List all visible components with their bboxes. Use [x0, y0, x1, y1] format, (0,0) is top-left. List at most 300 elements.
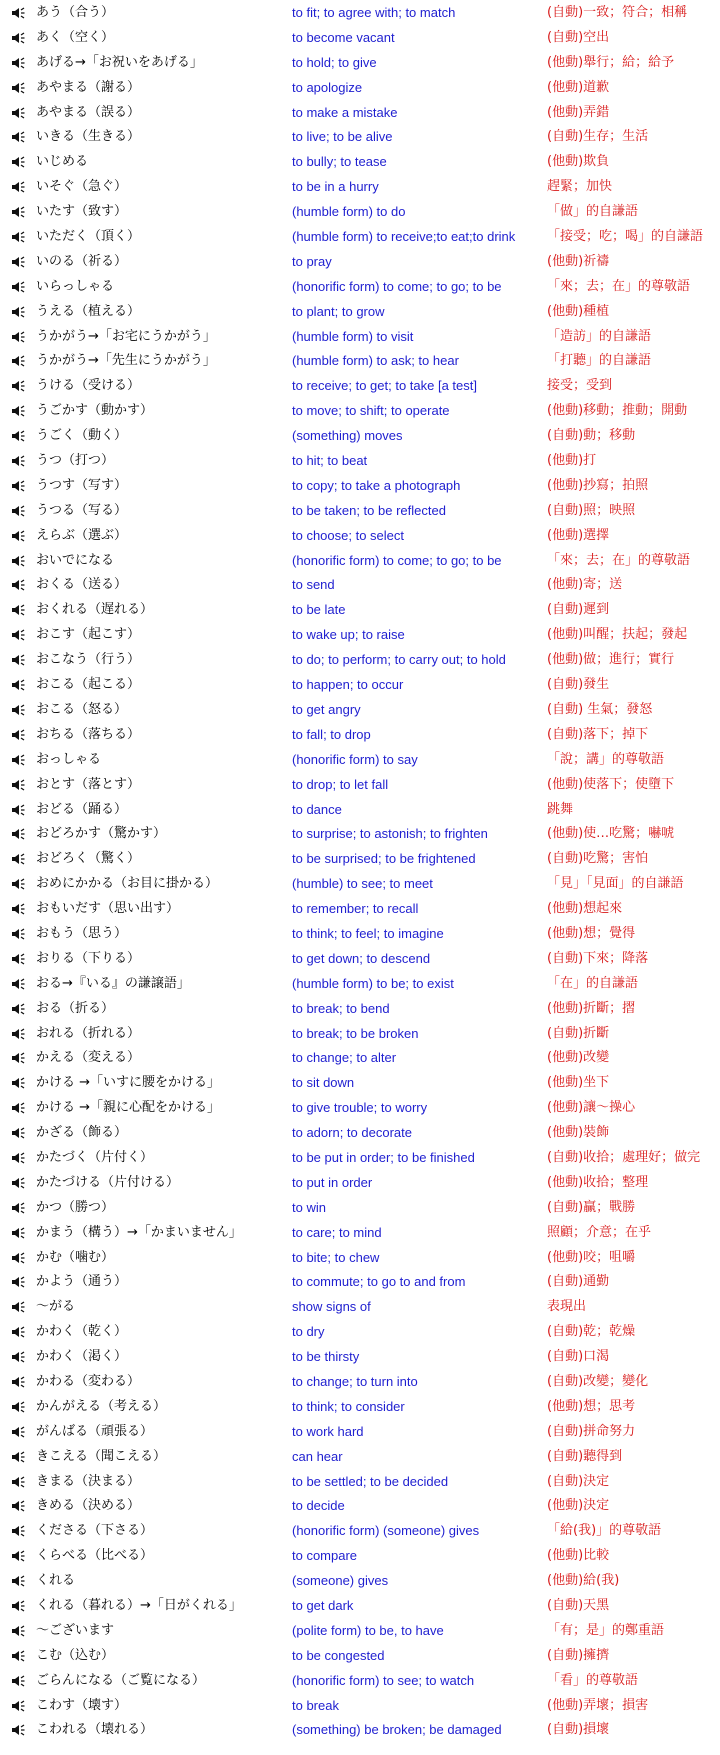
vocab-row: [0, 76, 720, 101]
speaker-icon[interactable]: [11, 1625, 25, 1637]
japanese-word: おどる（踊る）: [36, 801, 128, 817]
japanese-word: おちる（落ちる）: [36, 726, 141, 742]
speaker-icon[interactable]: [11, 1600, 25, 1612]
japanese-word: いきる（生きる）: [36, 129, 141, 145]
vocab-row: [0, 225, 720, 250]
speaker-icon[interactable]: [11, 131, 25, 143]
speaker-icon[interactable]: [11, 306, 25, 318]
japanese-word: おっしゃる: [36, 751, 102, 767]
vocab-row: [0, 1196, 720, 1221]
japanese-word: うつ（打つ）: [36, 453, 115, 469]
english-meaning: to get dark: [292, 1598, 354, 1613]
chinese-meaning: (他動)比較: [547, 1548, 610, 1564]
speaker-icon[interactable]: [11, 804, 25, 816]
english-meaning: (humble form) to ask; to hear: [292, 353, 459, 369]
chinese-meaning: 「來；去；在」的尊敬語: [547, 552, 691, 568]
chinese-meaning: (自動)生存；生活: [547, 129, 649, 145]
speaker-icon[interactable]: [11, 1575, 25, 1587]
japanese-word: きめる（決める）: [36, 1498, 141, 1514]
english-meaning: to become vacant: [292, 29, 395, 45]
english-meaning: to make a mistake: [292, 104, 398, 120]
speaker-icon[interactable]: [11, 903, 25, 915]
chinese-meaning: (自動)拼命努力: [547, 1423, 636, 1439]
english-meaning: to be thirsty: [292, 1349, 360, 1365]
vocab-row: [0, 922, 720, 947]
speaker-icon[interactable]: [11, 978, 25, 990]
vocab-row: [0, 798, 720, 823]
japanese-word: かむ（噛む）: [36, 1249, 115, 1265]
chinese-meaning: (自動)贏；戰勝: [547, 1199, 636, 1215]
japanese-word: あげる→「お祝いをあげる」: [36, 54, 203, 70]
japanese-word: うつる（写る）: [36, 502, 128, 518]
japanese-word: くれる: [36, 1573, 76, 1589]
vocab-row: [0, 1594, 720, 1619]
chinese-meaning: (他動)讓～操心: [547, 1100, 636, 1116]
speaker-icon[interactable]: [11, 729, 25, 741]
vocab-row: [0, 997, 720, 1022]
speaker-icon[interactable]: [11, 1227, 25, 1239]
japanese-word: かえる（変える）: [36, 1050, 141, 1066]
speaker-icon[interactable]: [11, 555, 25, 567]
speaker-icon[interactable]: [11, 107, 25, 119]
english-meaning: to compare: [292, 1548, 358, 1564]
chinese-meaning: (自動)遲到: [547, 602, 610, 618]
japanese-word: かざる（飾る）: [36, 1125, 128, 1141]
japanese-word: ごらんになる（ご覧になる）: [36, 1672, 206, 1688]
speaker-icon[interactable]: [11, 1550, 25, 1562]
speaker-icon[interactable]: [11, 1102, 25, 1114]
chinese-meaning: (自動)空出: [547, 29, 610, 45]
speaker-icon[interactable]: [11, 1401, 25, 1413]
chinese-meaning: (自動)下來；降落: [547, 950, 649, 966]
vocab-row: [0, 175, 720, 200]
japanese-word: かける →「親に心配をかける」: [36, 1100, 221, 1116]
speaker-icon[interactable]: [11, 530, 25, 542]
chinese-meaning: (他動)咬；咀嚼: [547, 1249, 636, 1265]
speaker-icon[interactable]: [11, 1177, 25, 1189]
speaker-icon[interactable]: [11, 828, 25, 840]
speaker-icon[interactable]: [11, 32, 25, 44]
english-meaning: to happen; to occur: [292, 677, 404, 693]
speaker-icon[interactable]: [11, 579, 25, 591]
vocab-row: [0, 449, 720, 474]
chinese-meaning: (他動)道歉: [547, 79, 610, 95]
japanese-word: ～がる: [36, 1299, 76, 1315]
speaker-icon[interactable]: [11, 654, 25, 666]
vocab-row: [0, 1370, 720, 1395]
speaker-icon[interactable]: [11, 1052, 25, 1064]
english-meaning: to sit down: [292, 1075, 355, 1091]
english-meaning: to bully; to tease: [292, 154, 387, 170]
chinese-meaning: (他動)折斷；摺: [547, 1000, 636, 1016]
japanese-word: おこなう（行う）: [36, 652, 141, 668]
vocab-row: [0, 524, 720, 549]
japanese-word: きこえる（聞こえる）: [36, 1448, 167, 1464]
vocab-row: [0, 1420, 720, 1445]
vocab-row: [0, 1096, 720, 1121]
vocab-row: [0, 872, 720, 897]
speaker-icon[interactable]: [11, 853, 25, 865]
vocab-row: [0, 1619, 720, 1644]
speaker-icon[interactable]: [11, 1650, 25, 1662]
english-meaning: to drop; to let fall: [292, 776, 389, 792]
english-meaning: to break; to be broken: [292, 1025, 419, 1041]
chinese-meaning: 「造訪」的自謙語: [547, 328, 652, 344]
speaker-icon[interactable]: [11, 1500, 25, 1512]
english-meaning: to be settled; to be decided: [292, 1473, 449, 1489]
english-meaning: (humble) to see; to meet: [292, 876, 433, 892]
speaker-icon[interactable]: [11, 604, 25, 616]
chinese-meaning: (自動)口渴: [547, 1349, 610, 1365]
vocab-row: [0, 399, 720, 424]
japanese-word: おる→『いる』の謙譲語」: [36, 975, 190, 991]
chinese-meaning: (他動)欺負: [547, 154, 610, 170]
vocab-row: [0, 1246, 720, 1271]
chinese-meaning: (自動)通勤: [547, 1274, 610, 1290]
english-meaning: to pray: [292, 253, 332, 269]
speaker-icon[interactable]: [11, 679, 25, 691]
speaker-icon[interactable]: [11, 181, 25, 193]
speaker-icon[interactable]: [11, 629, 25, 641]
chinese-meaning: 「說；講」的尊敬語: [547, 751, 665, 767]
speaker-icon[interactable]: [11, 1276, 25, 1288]
english-meaning: to change; to alter: [292, 1050, 397, 1066]
vocab-row: [0, 773, 720, 798]
english-meaning: to be surprised; to be frightened: [292, 851, 476, 867]
japanese-word: かつ（勝つ）: [36, 1199, 115, 1215]
japanese-word: くれる（暮れる）→「日がくれる」: [36, 1598, 242, 1613]
vocab-row: [0, 200, 720, 225]
japanese-word: おくれる（遅れる）: [36, 602, 154, 618]
vocab-row: [0, 474, 720, 499]
english-meaning: to dry: [292, 1324, 325, 1340]
vocab-row: [0, 623, 720, 648]
japanese-word: うごく（動く）: [36, 428, 128, 444]
japanese-word: おる（折る）: [36, 1000, 115, 1016]
chinese-meaning: (他動)寄；送: [547, 577, 623, 593]
english-meaning: to hit; to beat: [292, 453, 368, 469]
english-meaning: to change; to turn into: [292, 1373, 418, 1389]
chinese-meaning: (他動)舉行；給；給予: [547, 54, 675, 70]
english-meaning: to get down; to descend: [292, 950, 431, 966]
english-meaning: (honorific form) to come; to go; to be: [292, 552, 502, 568]
chinese-meaning: (他動)裝飾: [547, 1125, 610, 1141]
speaker-icon[interactable]: [11, 1252, 25, 1264]
japanese-word: かわる（変わる）: [36, 1373, 141, 1389]
chinese-meaning: (他動)弄錯: [547, 104, 610, 120]
chinese-meaning: (自動)乾；乾燥: [547, 1324, 636, 1340]
japanese-word: がんばる（頑張る）: [36, 1423, 154, 1439]
english-meaning: to live; to be alive: [292, 129, 393, 145]
english-meaning: to be late: [292, 602, 346, 618]
japanese-word: えらぶ（選ぶ）: [36, 527, 128, 543]
vocab-row: [0, 897, 720, 922]
vocab-row: [0, 374, 720, 399]
speaker-icon[interactable]: [11, 505, 25, 517]
chinese-meaning: (自動)一致；符合；相稱: [547, 5, 688, 20]
english-meaning: to commute; to go to and from: [292, 1274, 466, 1290]
english-meaning: to copy; to take a photograph: [292, 477, 461, 493]
english-meaning: to receive; to get; to take [a test]: [292, 378, 477, 394]
chinese-meaning: (他動)選擇: [547, 527, 610, 543]
japanese-word: かたづく（片付く）: [36, 1149, 154, 1165]
japanese-word: おこる（怒る）: [36, 701, 128, 717]
english-meaning: to adorn; to decorate: [292, 1125, 412, 1141]
vocab-row: [0, 1519, 720, 1544]
japanese-word: おどろく（驚く）: [36, 851, 141, 867]
speaker-icon[interactable]: [11, 704, 25, 716]
english-meaning: to do; to perform; to carry out; to hold: [292, 652, 506, 668]
speaker-icon[interactable]: [11, 281, 25, 293]
chinese-meaning: 「有；是」的鄭重語: [547, 1622, 665, 1638]
english-meaning: to plant; to grow: [292, 303, 385, 319]
speaker-icon[interactable]: [11, 953, 25, 965]
chinese-meaning: (自動)收拾；處理好；做完: [547, 1149, 701, 1165]
chinese-meaning: (他動)使落下；使墮下: [547, 776, 675, 792]
speaker-icon[interactable]: [11, 480, 25, 492]
english-meaning: to wake up; to raise: [292, 627, 405, 643]
speaker-icon[interactable]: [11, 1525, 25, 1537]
japanese-word: うかがう→「先生にうかがう」: [36, 353, 216, 369]
japanese-word: くらべる（比べる）: [36, 1548, 154, 1564]
speaker-icon[interactable]: [11, 1028, 25, 1040]
english-meaning: to hold; to give: [292, 54, 377, 70]
chinese-meaning: 「給(我)」的尊敬語: [547, 1523, 662, 1539]
japanese-word: うえる（植える）: [36, 303, 141, 319]
speaker-icon[interactable]: [11, 1476, 25, 1488]
chinese-meaning: 「打聽」的自謙語: [547, 353, 652, 369]
vocab-row: [0, 698, 720, 723]
english-meaning: to fall; to drop: [292, 726, 371, 742]
vocab-row: [0, 349, 720, 374]
english-meaning: to dance: [292, 801, 342, 817]
english-meaning: to choose; to select: [292, 527, 405, 543]
japanese-word: かける →「いすに腰をかける」: [36, 1075, 221, 1091]
speaker-icon[interactable]: [11, 82, 25, 94]
speaker-icon[interactable]: [11, 156, 25, 168]
vocab-row: [0, 1270, 720, 1295]
japanese-word: おもいだす（思い出す）: [36, 901, 180, 917]
chinese-meaning: (他動)收拾；整理: [547, 1174, 649, 1190]
japanese-word: おめにかかる（お目に掛かる）: [36, 876, 219, 892]
english-meaning: (honorific form) to say: [292, 751, 418, 767]
english-meaning: to decide: [292, 1498, 345, 1514]
speaker-icon[interactable]: [11, 331, 25, 343]
speaker-icon[interactable]: [11, 430, 25, 442]
speaker-icon[interactable]: [11, 754, 25, 766]
vocab-row: [0, 250, 720, 275]
chinese-meaning: (他動)決定: [547, 1498, 610, 1514]
vocab-row: [0, 1320, 720, 1345]
chinese-meaning: 「在」的自謙語: [547, 975, 639, 991]
vocab-row: [0, 1470, 720, 1495]
japanese-word: ～ございます: [36, 1622, 115, 1638]
speaker-icon[interactable]: [11, 405, 25, 417]
vocab-row: [0, 573, 720, 598]
chinese-meaning: (他動)想；覺得: [547, 925, 636, 941]
chinese-meaning: 趕緊；加快: [547, 179, 613, 195]
japanese-word: かわく（渇く）: [36, 1349, 128, 1365]
vocab-row: [0, 1171, 720, 1196]
speaker-icon[interactable]: [11, 1003, 25, 1015]
japanese-word: いそぐ（急ぐ）: [36, 179, 128, 195]
speaker-icon[interactable]: [11, 878, 25, 890]
english-meaning: (humble form) to visit: [292, 328, 414, 344]
chinese-meaning: (自動)落下；掉下: [547, 726, 649, 742]
english-meaning: to apologize: [292, 79, 363, 95]
english-meaning: show signs of: [292, 1299, 371, 1315]
speaker-icon[interactable]: [11, 355, 25, 367]
speaker-icon[interactable]: [11, 1301, 25, 1313]
vocab-row: [0, 1494, 720, 1519]
japanese-word: いのる（祈る）: [36, 253, 128, 269]
vocab-row: [0, 972, 720, 997]
vocab-row: [0, 1694, 720, 1719]
japanese-word: おとす（落とす）: [36, 776, 141, 792]
vocab-row: [0, 1295, 720, 1320]
japanese-word: かよう（通う）: [36, 1274, 128, 1290]
vocab-row: [0, 847, 720, 872]
chinese-meaning: (自動) 生氣；發怒: [547, 701, 653, 717]
speaker-icon[interactable]: [11, 1077, 25, 1089]
english-meaning: to bite; to chew: [292, 1249, 380, 1265]
vocab-row: [0, 1669, 720, 1694]
english-meaning: (someone) gives: [292, 1573, 389, 1589]
english-meaning: to put in order: [292, 1174, 373, 1190]
japanese-word: おこす（起こす）: [36, 627, 141, 643]
vocab-row: [0, 1445, 720, 1470]
vocab-row: [0, 1046, 720, 1071]
chinese-meaning: (他動)想；思考: [547, 1398, 636, 1414]
speaker-icon[interactable]: [11, 1724, 25, 1736]
chinese-meaning: 「做」的自謙語: [547, 204, 639, 220]
chinese-meaning: (他動)做；進行；實行: [547, 652, 675, 668]
english-meaning: (something) be broken; be damaged: [292, 1722, 502, 1738]
japanese-word: いじめる: [36, 154, 89, 170]
english-meaning: to remember; to recall: [292, 901, 419, 917]
chinese-meaning: 照顧；介意；在乎: [547, 1224, 652, 1240]
vocab-row: [0, 648, 720, 673]
vocab-row: [0, 424, 720, 449]
japanese-word: うける（受ける）: [36, 378, 141, 394]
english-meaning: to be congested: [292, 1647, 385, 1663]
japanese-word: いらっしゃる: [36, 278, 115, 294]
chinese-meaning: (自動)折斷: [547, 1025, 610, 1041]
english-meaning: can hear: [292, 1448, 343, 1464]
vocab-row: [0, 549, 720, 574]
vocab-row: [0, 1121, 720, 1146]
japanese-word: こわす（壊す）: [36, 1697, 128, 1713]
vocab-row: [0, 325, 720, 350]
chinese-meaning: (自動)吃驚；害怕: [547, 851, 649, 867]
chinese-meaning: (他動)坐下: [547, 1075, 610, 1091]
japanese-word: うごかす（動かす）: [36, 403, 154, 419]
english-meaning: (honorific form) to come; to go; to be: [292, 278, 502, 294]
japanese-word: うかがう→「お宅にうかがう」: [36, 328, 216, 344]
vocab-row: [0, 275, 720, 300]
japanese-word: おりる（下りる）: [36, 950, 141, 966]
vocab-row: [0, 822, 720, 847]
vocab-row: [0, 101, 720, 126]
japanese-word: きまる（決まる）: [36, 1473, 141, 1489]
speaker-icon[interactable]: [11, 1451, 25, 1463]
english-meaning: to surprise; to astonish; to frighten: [292, 826, 488, 842]
speaker-icon[interactable]: [11, 1376, 25, 1388]
speaker-icon[interactable]: [11, 256, 25, 268]
vocab-row: [0, 150, 720, 175]
english-meaning: to move; to shift; to operate: [292, 403, 450, 419]
english-meaning: to give trouble; to worry: [292, 1100, 428, 1116]
japanese-word: あう（合う）: [36, 5, 115, 20]
speaker-icon[interactable]: [11, 1202, 25, 1214]
english-meaning: to fit; to agree with; to match: [292, 5, 456, 20]
chinese-meaning: (自動)照；映照: [547, 502, 636, 518]
vocab-row: [0, 1022, 720, 1047]
chinese-meaning: (他動)打: [547, 453, 597, 469]
japanese-word: かたづける（片付ける）: [36, 1174, 180, 1190]
speaker-icon[interactable]: [11, 1152, 25, 1164]
speaker-icon[interactable]: [11, 206, 25, 218]
speaker-icon[interactable]: [11, 1700, 25, 1712]
vocab-row: [0, 673, 720, 698]
chinese-meaning: 「接受；吃；喝」的自謙語: [547, 229, 704, 245]
english-meaning: (humble form) to be; to exist: [292, 975, 454, 991]
speaker-icon[interactable]: [11, 1426, 25, 1438]
english-meaning: to break; to bend: [292, 1000, 390, 1016]
japanese-word: あやまる（謝る）: [36, 79, 141, 95]
speaker-icon[interactable]: [11, 380, 25, 392]
chinese-meaning: (自動)聽得到: [547, 1448, 623, 1464]
english-meaning: (humble form) to do: [292, 204, 406, 220]
speaker-icon[interactable]: [11, 455, 25, 467]
chinese-meaning: 跳舞: [547, 801, 574, 817]
vocab-row: [0, 26, 720, 51]
english-meaning: to send: [292, 577, 335, 593]
english-meaning: to think; to feel; to imagine: [292, 925, 444, 941]
english-meaning: to be put in order; to be finished: [292, 1149, 475, 1165]
chinese-meaning: (自動)損壞: [547, 1722, 610, 1738]
english-meaning: (humble form) to receive;to eat;to drink: [292, 229, 516, 245]
vocab-row: [0, 1718, 720, 1743]
english-meaning: (honorific form) to see; to watch: [292, 1672, 475, 1688]
chinese-meaning: (他動)改變: [547, 1050, 610, 1066]
speaker-icon[interactable]: [11, 231, 25, 243]
japanese-word: あく（空く）: [36, 29, 115, 45]
english-meaning: to win: [292, 1199, 326, 1215]
chinese-meaning: (他動)給(我): [547, 1573, 620, 1589]
speaker-icon[interactable]: [11, 1351, 25, 1363]
chinese-meaning: (自動)發生: [547, 677, 610, 693]
japanese-word: こわれる（壊れる）: [36, 1722, 154, 1738]
speaker-icon[interactable]: [11, 779, 25, 791]
english-meaning: to care; to mind: [292, 1224, 382, 1240]
speaker-icon[interactable]: [11, 928, 25, 940]
speaker-icon[interactable]: [11, 1326, 25, 1338]
speaker-icon[interactable]: [11, 1127, 25, 1139]
vocab-row: [0, 1, 720, 26]
chinese-meaning: (他動)想起來: [547, 901, 623, 917]
speaker-icon[interactable]: [11, 7, 25, 19]
chinese-meaning: 表現出: [547, 1299, 587, 1315]
speaker-icon[interactable]: [11, 1675, 25, 1687]
vocab-row: [0, 1569, 720, 1594]
japanese-word: かまう（構う）→「かまいません」: [36, 1224, 242, 1240]
speaker-icon[interactable]: [11, 57, 25, 69]
vocab-row: [0, 1345, 720, 1370]
chinese-meaning: 「來；去；在」的尊敬語: [547, 278, 691, 294]
english-meaning: to break: [292, 1697, 339, 1713]
japanese-word: かんがえる（考える）: [36, 1398, 167, 1414]
